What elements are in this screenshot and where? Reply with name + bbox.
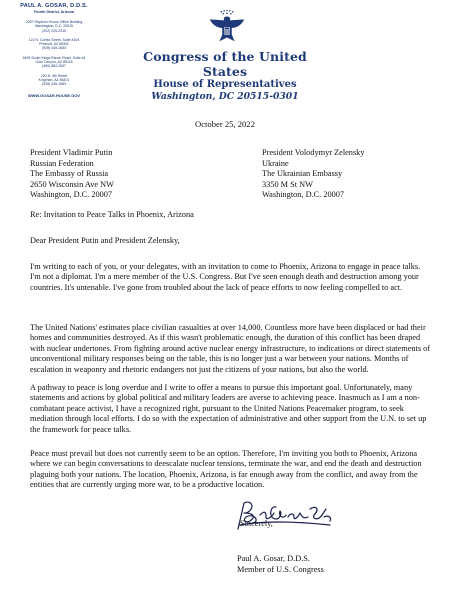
body-paragraph: I'm writing to each of you, or your delegates, with an invitation to come to Phoenix, Arizona to engage in peace talks. I'm not a diplomat. I'm a mere member of the U.S. Congress. But I've seen enough death and destruction among your countries. It's untenable. I've gone from troubled about the lack of peace efforts to now feeling compelled to act. (30, 262, 421, 292)
body-paragraph: Peace must prevail but does not currently seem to be an option. Therefore, I'm inviting you both to Phoenix, Arizona where we can begin conversations to deescalate nuclear tensions, terminate the war, and end the death and destruction plaguing both your nations. The location, Phoenix, Arizona, is far enough away from the conflict, and away from the entities that are currently urging more war, to be a productive location. (30, 449, 422, 490)
recipient-address-zelensky: President Volodymyr Zelensky Ukraine The Ukrainian Embassy 3350 M St NW Washington, D.C. 20007 (262, 148, 365, 200)
closing: Sincerely, (240, 519, 273, 528)
sender-name: PAUL A. GOSAR, D.D.S. (20, 3, 88, 9)
signer-name: Paul A. Gosar, D.D.S. (237, 554, 310, 563)
sender-district: Fourth District, Arizona (34, 10, 74, 14)
office-address-prescott: 122 N. Cortez Street, Suite #104 Prescott, AZ 86301 (928) 445-1683 (28, 37, 80, 51)
masthead-congress: Congress of the United States (143, 49, 307, 79)
letter-date: October 25, 2022 (195, 119, 255, 129)
body-paragraph: The United Nations' estimates place civilian casualties at over 14,000. Countless more have been displaced or had their homes and communities destroyed. As if this wasn't problematic enough, the duration of this conflict has been draped with nuclear undertones. From fighting around active nuclear energy infrastructure, to indications or direct statements of unconventional military responses being on the table, this is no longer just a war between your nations. Months of escalation in weaponry and rhetoric endangers not just the citizens of your nations, but also the world. (30, 323, 431, 374)
body-paragraph: A pathway to peace is long overdue and I write to offer a means to pursue this important goal. Unfortunately, many statements and actions by global political and military leaders are averse to achieving peace. Inasmuch as I am a non-combatant peace activist, I have a recognized right, pursuant to the United Nations Peacemaker program, to seek mediation through local efforts. I do so with the expectation of administrative and other support from the U.N. to set up the framework for peace talks. (30, 383, 427, 434)
recipient-address-putin: President Vladimir Putin Russian Federation The Embassy of Russia 2650 Wisconsin Ave NW Washington, D.C. 20007 (30, 148, 114, 200)
letterhead-sidebar (4, 3, 104, 98)
salutation: Dear President Putin and President Zelensky, (30, 236, 180, 245)
handwritten-signature (232, 495, 342, 535)
signer-title: Member of U.S. Congress (237, 565, 324, 574)
office-address-dc: 2057 Rayburn House Office Building Washington, D.C. 20515 (202) 225-2315 (25, 20, 83, 33)
office-address-gold-canyon: 6499 South Kings Ranch Road, Suite #4 Gold Canyon, AZ 85118 (480) 882-2697 (22, 55, 86, 69)
subject-line: Re: Invitation to Peace Talks in Phoenix, Arizona (30, 210, 194, 219)
masthead-city: Washington, DC 20515-0301 (151, 91, 299, 102)
website-link[interactable]: WWW.GOSAR.HOUSE.GOV (27, 92, 81, 98)
masthead (135, 49, 315, 102)
masthead-house: House of Representatives (153, 79, 297, 90)
office-address-kingman: 220 N. 4th Street Kingman, AZ 86401 (928) 445-1683 (38, 73, 70, 87)
eagle-seal-icon (208, 8, 246, 46)
